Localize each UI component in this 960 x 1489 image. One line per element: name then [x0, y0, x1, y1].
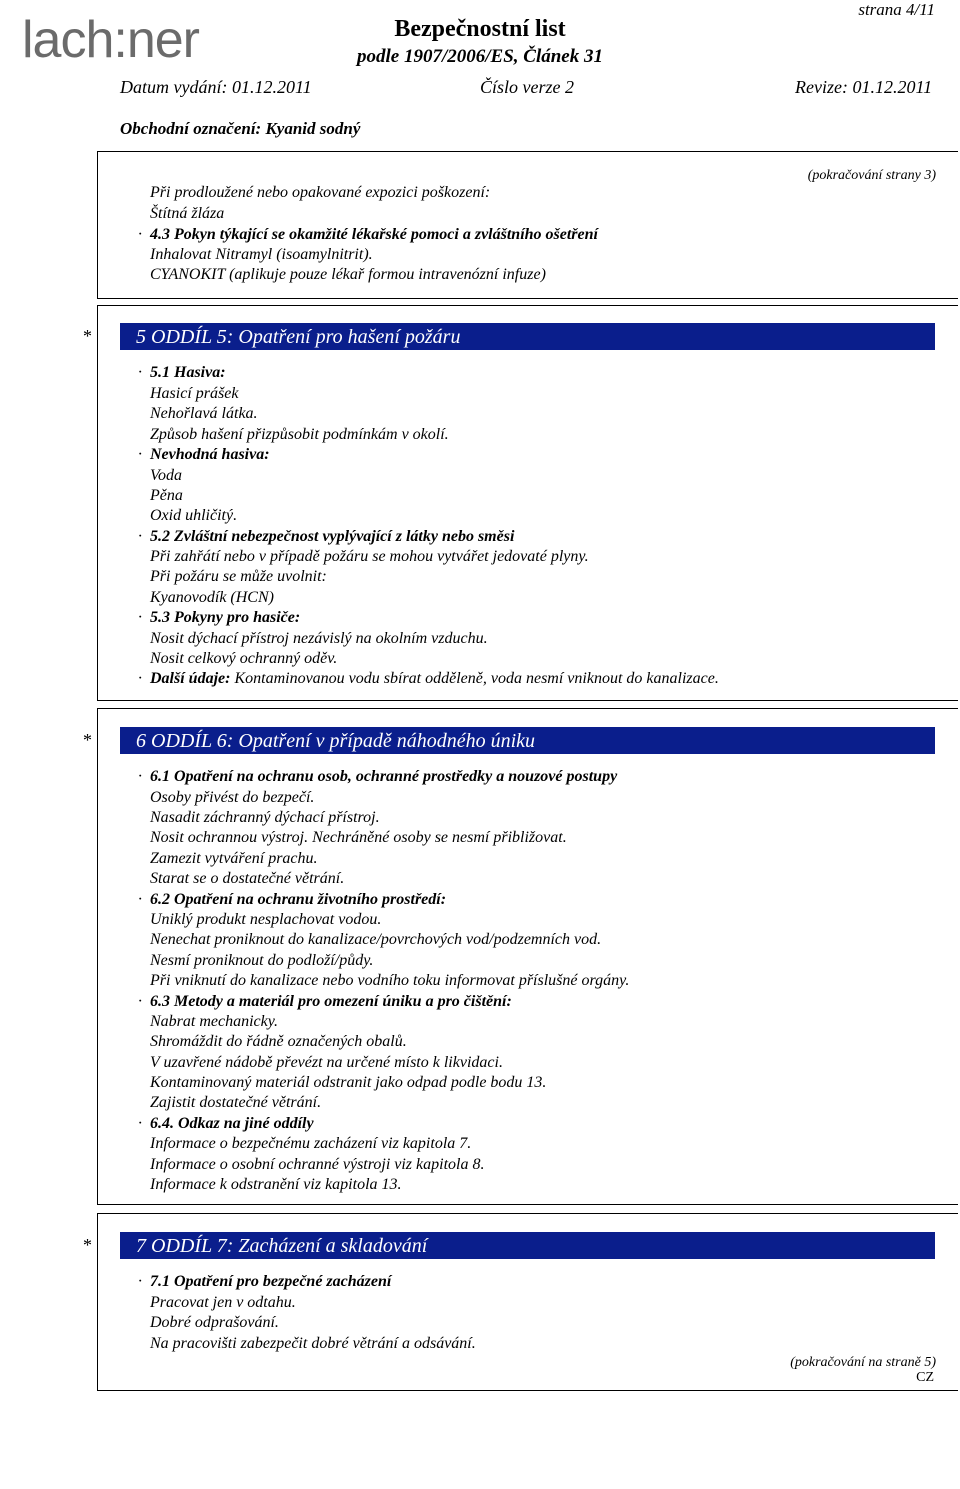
section-6-line: Kontaminovaný materiál odstranit jako odpad podle bodu 13.: [150, 1074, 547, 1091]
section-6-line: Informace o osobní ochranné výstroji viz kapitola 8.: [150, 1156, 485, 1173]
section-5-line: Hasicí prášek: [150, 385, 239, 402]
language-code: CZ: [916, 1370, 934, 1385]
section-5-heading: · 5.3 Pokyny pro hasiče:: [150, 609, 300, 627]
section-6-line: Starat se o dostatečné větrání.: [150, 870, 345, 887]
section-5-other-info: [150, 670, 719, 688]
intro-line: Inhalovat Nitramyl (isoamylnitrit).: [150, 246, 373, 263]
changed-marker: *: [83, 326, 92, 346]
section-5-title: 5 ODDÍL 5: Opatření pro hašení požáru: [136, 326, 461, 348]
section-5-line: Voda: [150, 467, 182, 484]
section-5-line: Při zahřátí nebo v případě požáru se mohou vytvářet jedovaté plyny.: [150, 548, 589, 565]
trade-name: Obchodní označení: Kyanid sodný: [120, 119, 361, 138]
section-5-line: Způsob hašení přizpůsobit podmínkám v okolí.: [150, 426, 449, 443]
section-6-line: Nabrat mechanicky.: [150, 1013, 278, 1030]
section-6-line: Informace k odstranění viz kapitola 13.: [150, 1176, 402, 1193]
changed-marker: *: [83, 1235, 92, 1255]
section-5-line: Nehořlavá látka.: [150, 405, 258, 422]
section-6-line: Uniklý produkt nesplachovat vodou.: [150, 911, 382, 928]
section-6-line: Zamezit vytváření prachu.: [150, 850, 318, 867]
section-5-line: Nosit dýchací přístroj nezávislý na okolním vzduchu.: [150, 630, 488, 647]
intro-line: Štítná žláza: [150, 205, 225, 222]
continuation-bottom: (pokračování na straně 5): [790, 1355, 936, 1370]
section-6-line: Nosit ochrannou výstroj. Nechráněné osoby se nesmí přibližovat.: [150, 829, 567, 846]
intro-line: CYANOKIT (aplikuje pouze lékař formou intravenózní infuze): [150, 266, 546, 283]
section-6-line: V uzavřené nádobě převézt na určené místo k likvidaci.: [150, 1054, 503, 1071]
issue-date: Datum vydání: 01.12.2011: [120, 77, 312, 97]
document-subtitle: podle 1907/2006/ES, Článek 31: [357, 46, 603, 67]
continuation-top: (pokračování strany 3): [807, 168, 936, 183]
section-5-heading: · 5.2 Zvláštní nebezpečnost vyplývající z látky nebo směsi: [150, 528, 514, 546]
section-5-line: Při požáru se může uvolnit:: [150, 568, 327, 585]
section-6-heading: · 6.1 Opatření na ochranu osob, ochranné prostředky a nouzové postupy: [150, 768, 617, 786]
section-5-line: Nosit celkový ochranný oděv.: [150, 650, 338, 667]
section-7-heading: · 7.1 Opatření pro bezpečné zacházení: [150, 1273, 391, 1291]
section-5-line: Kyanovodík (HCN): [150, 589, 274, 606]
section-6-line: Při vniknutí do kanalizace nebo vodního toku informovat příslušné orgány.: [150, 972, 630, 989]
document-title: Bezpečnostní list: [394, 16, 566, 42]
section-5-heading: · 5.1 Hasiva:: [150, 364, 226, 382]
section-6-line: Zajistit dostatečné větrání.: [150, 1094, 322, 1111]
section-6-heading: · 6.4. Odkaz na jiné oddíly: [150, 1115, 314, 1133]
section-6-line: Nesmí proniknout do podloží/půdy.: [150, 952, 374, 969]
company-logo: lach:ner: [22, 11, 199, 69]
page-number: strana 4/11: [858, 0, 935, 19]
section-7-line: Pracovat jen v odtahu.: [150, 1294, 296, 1311]
section-6-heading: · 6.3 Metody a materiál pro omezení úniku a pro čištění:: [150, 993, 512, 1011]
section-5-line: Oxid uhličitý.: [150, 507, 238, 524]
other-info-text: Kontaminovanou vodu sbírat odděleně, voda nesmí vniknout do kanalizace.: [234, 670, 719, 687]
section-6-line: Nenechat proniknout do kanalizace/povrchových vod/podzemních vod.: [150, 931, 602, 948]
section-6-line: Informace o bezpečnému zacházení viz kapitola 7.: [150, 1135, 472, 1152]
intro-line-heading: · 4.3 Pokyn týkající se okamžité lékařské pomoci a zvláštního ošetření: [150, 226, 598, 244]
section-5-heading: · Nevhodná hasiva:: [150, 446, 270, 464]
section-6-line: Nasadit záchranný dýchací přístroj.: [150, 809, 380, 826]
section-6-line: Osoby přivést do bezpečí.: [150, 789, 315, 806]
changed-marker: *: [83, 730, 92, 750]
section-6-title: 6 ODDÍL 6: Opatření v případě náhodného úniku: [136, 730, 536, 752]
revision-date: Revize: 01.12.2011: [795, 77, 933, 97]
section-7-line: Dobré odprašování.: [150, 1314, 279, 1331]
section-7-line: Na pracovišti zabezpečit dobré větrání a odsávání.: [150, 1335, 476, 1352]
other-info-label: Další údaje:: [150, 670, 231, 687]
intro-line: Při prodloužené nebo opakované expozici poškození:: [150, 184, 491, 201]
section-5-line: Pěna: [150, 487, 183, 504]
section-7-title: 7 ODDÍL 7: Zacházení a skladování: [136, 1235, 428, 1257]
section-6-heading: · 6.2 Opatření na ochranu životního prostředí:: [150, 891, 446, 909]
version-number: Číslo verze 2: [480, 77, 574, 97]
section-6-line: Shromáždit do řádně označených obalů.: [150, 1033, 407, 1050]
